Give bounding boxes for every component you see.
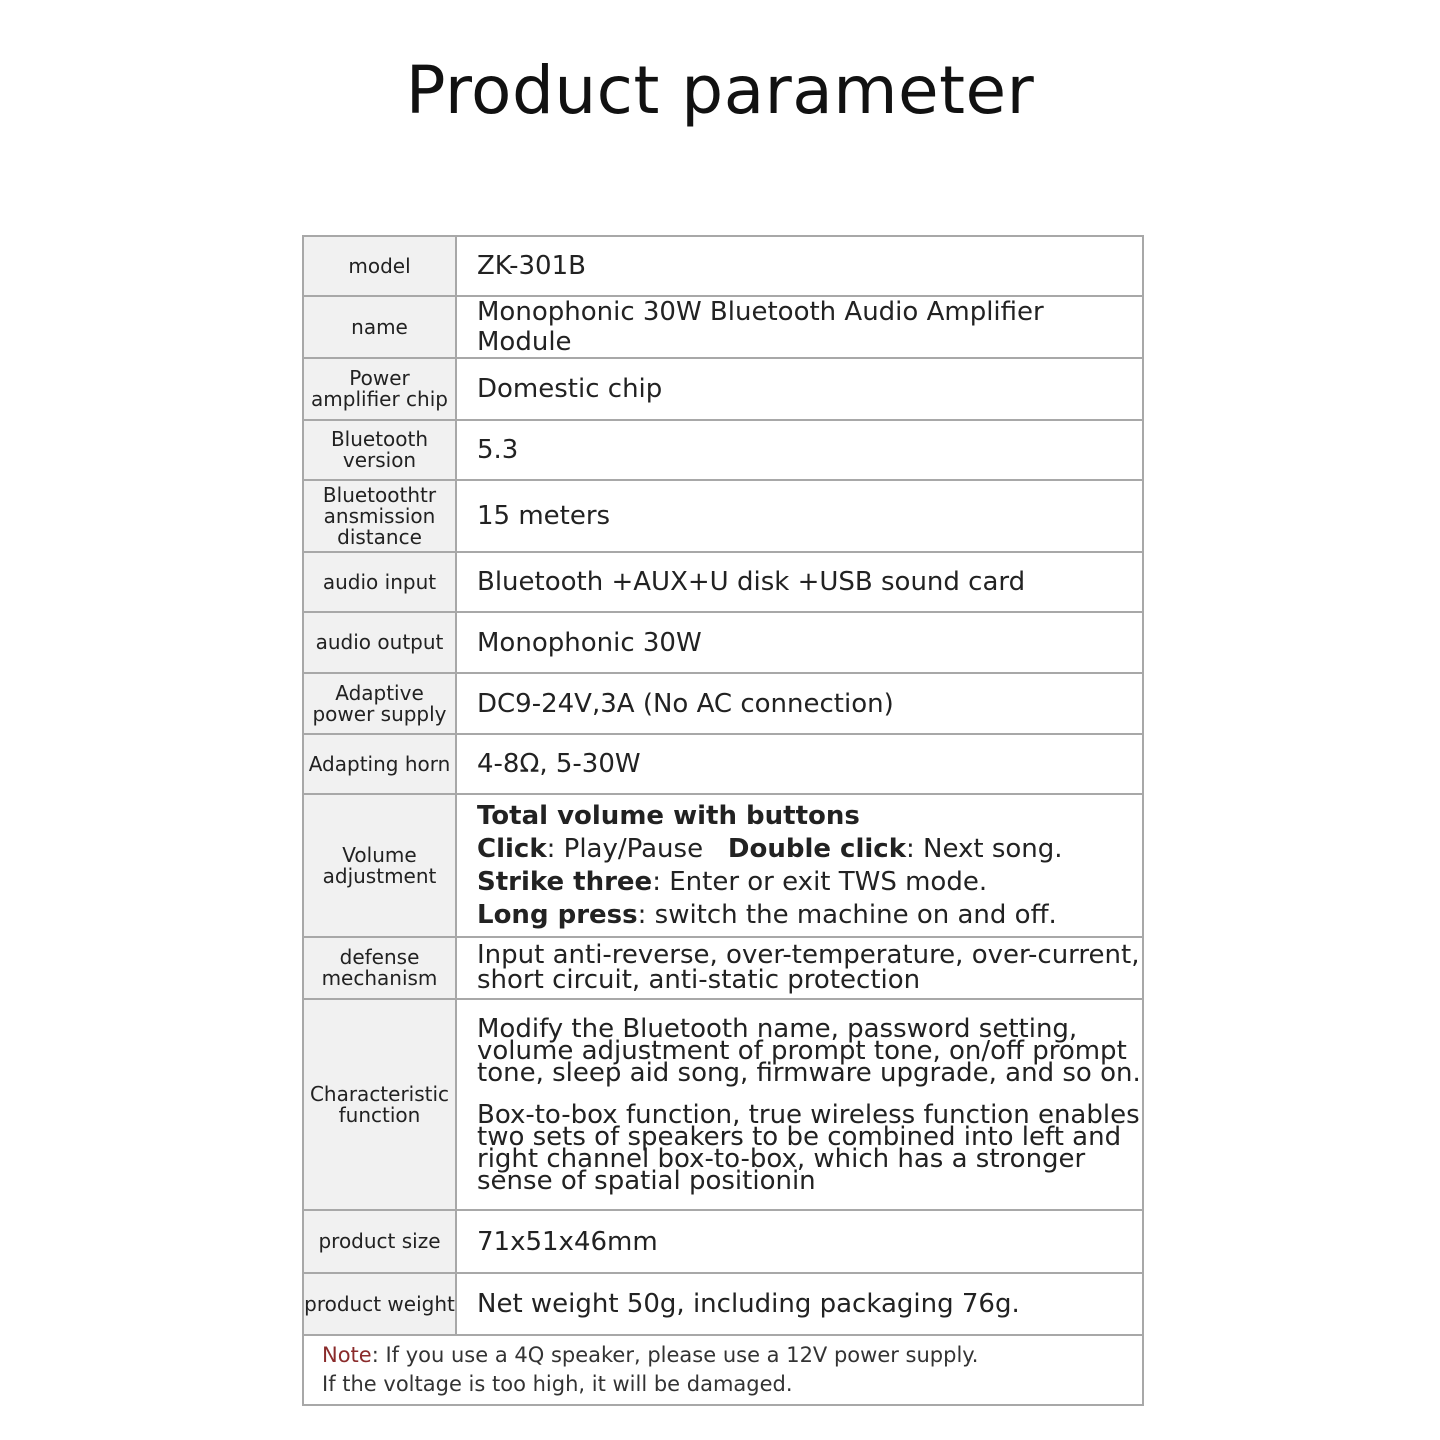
row-value: Domestic chip xyxy=(456,358,1143,420)
row-label: Adaptive power supply xyxy=(303,673,456,734)
row-label: Power amplifier chip xyxy=(303,358,456,420)
row-label: audio input xyxy=(303,552,456,612)
row-label: Volume adjustment xyxy=(303,794,456,937)
row-label: Bluetoothtr ansmission distance xyxy=(303,480,456,552)
volume-heading: Total volume with buttons xyxy=(477,800,860,831)
characteristic-paragraph: Modify the Bluetooth name, password setting, volume adjustment of prompt tone, on/off prompt tone, sleep aid song, firmware upgrade, and so on. xyxy=(477,1013,1141,1088)
row-value: ZK-301B xyxy=(456,236,1143,296)
volume-line xyxy=(477,899,1142,932)
table-row xyxy=(303,1210,1143,1273)
row-value: DC9-24V,3A (No AC connection) xyxy=(456,673,1143,734)
double-click-value: : Next song. xyxy=(906,833,1063,864)
characteristic-paragraph: Box-to-box function, true wireless function enables two sets of speakers to be combined into left and right channel box-to-box, which has a stronger sense of spatial positionin xyxy=(477,1099,1140,1196)
table-row xyxy=(303,999,1143,1210)
volume-line xyxy=(477,800,1142,833)
click-key: Click xyxy=(477,833,547,864)
row-value: Input anti-reverse, over-temperature, over-current, short circuit, anti-static protection xyxy=(456,937,1143,999)
table-row xyxy=(303,296,1143,358)
row-label: product size xyxy=(303,1210,456,1273)
row-value: Net weight 50g, including packaging 76g. xyxy=(456,1273,1143,1335)
volume-line xyxy=(477,833,1142,866)
characteristic-value xyxy=(456,999,1143,1210)
row-label: Characteristic function xyxy=(303,999,456,1210)
table-row xyxy=(303,612,1143,673)
row-value: 4-8Ω, 5-30W xyxy=(456,734,1143,794)
row-value: Monophonic 30W xyxy=(456,612,1143,673)
double-click-key: Double click xyxy=(727,833,906,864)
table-row xyxy=(303,552,1143,612)
table-row xyxy=(303,734,1143,794)
row-value: Bluetooth +AUX+U disk +USB sound card xyxy=(456,552,1143,612)
table-row xyxy=(303,937,1143,999)
note-key: Note xyxy=(322,1343,372,1367)
volume-line xyxy=(477,866,1142,899)
table-row xyxy=(303,358,1143,420)
strike-key: Strike three xyxy=(477,866,653,897)
row-value: 5.3 xyxy=(456,420,1143,480)
strike-value: : Enter or exit TWS mode. xyxy=(652,866,988,897)
table-row xyxy=(303,236,1143,296)
table-row xyxy=(303,1273,1143,1335)
volume-value xyxy=(456,794,1143,937)
table-row xyxy=(303,673,1143,734)
long-press-key: Long press xyxy=(477,899,638,930)
row-label: audio output xyxy=(303,612,456,673)
row-value: Monophonic 30W Bluetooth Audio Amplifier Module xyxy=(456,296,1143,358)
click-value: : Play/Pause xyxy=(546,833,704,864)
row-label: Adapting horn xyxy=(303,734,456,794)
row-value: 71x51x46mm xyxy=(456,1210,1143,1273)
row-label: defense mechanism xyxy=(303,937,456,999)
note-line xyxy=(322,1341,1142,1370)
page-title: Product parameter xyxy=(405,52,1035,129)
row-label: name xyxy=(303,296,456,358)
row-label: product weight xyxy=(303,1273,456,1335)
table-row xyxy=(303,420,1143,480)
table-row xyxy=(303,480,1143,552)
spec-table xyxy=(302,235,1144,1406)
long-press-value: : switch the machine on and off. xyxy=(637,899,1057,930)
row-label: model xyxy=(303,236,456,296)
note-line1: : If you use a 4Q speaker, please use a 12V power supply. xyxy=(371,1343,979,1367)
row-label: Bluetooth version xyxy=(303,420,456,480)
table-row xyxy=(303,794,1143,937)
row-value: 15 meters xyxy=(456,480,1143,552)
note-row xyxy=(303,1335,1143,1405)
note-line2: If the voltage is too high, it will be damaged. xyxy=(322,1372,793,1396)
note-text xyxy=(303,1335,1143,1405)
